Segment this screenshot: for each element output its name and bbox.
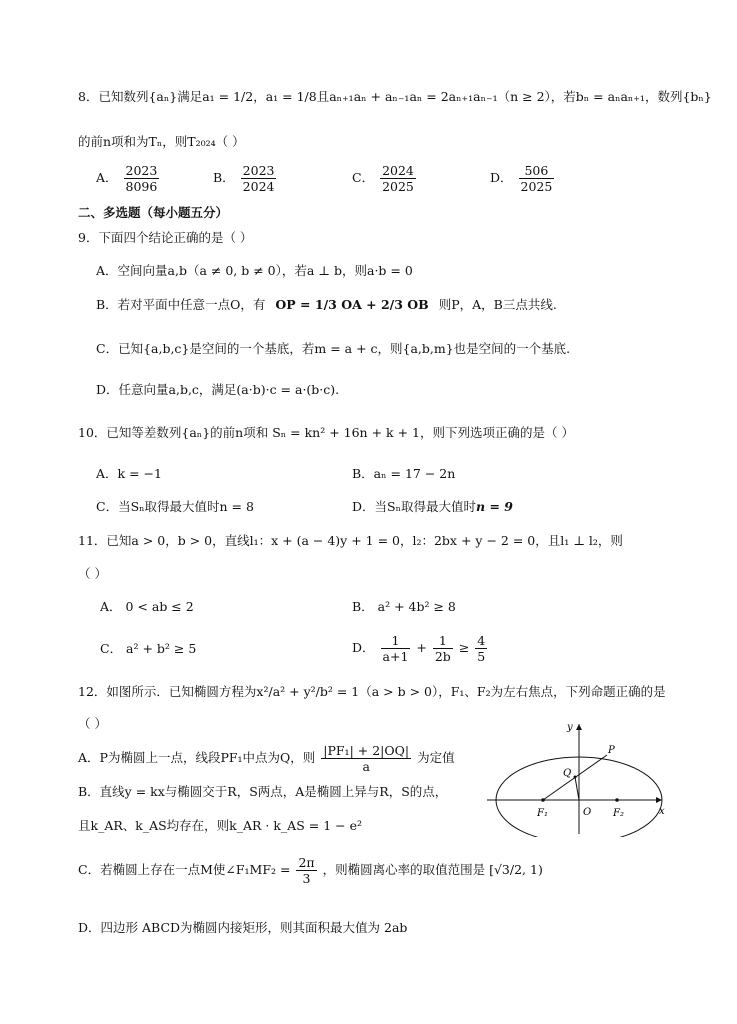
denominator: 2024 [242,179,275,194]
q8-stem-line1: 8．已知数列{aₙ}满足a₁ = 1/2，a₁ = 1/8且aₙ₊₁aₙ + aₙ₋₁aₙ = 2aₙ₊₁aₙ₋₁（n ≥ 2），若bₙ = aₙaₙ₊₁，数列{bₙ} [78,89,712,104]
q8-option-d [490,163,556,194]
fraction [296,855,316,886]
numerator: 4 [477,633,486,648]
label-q: Q [563,768,572,779]
q12-option-b-line2: 且k_AR、k_AS均存在，则k_AR · k_AS = 1 − e² [78,818,362,833]
q9-option-c: C．已知{a,b,c}是空间的一个基底，若m = a + c，则{a,b,m}也是空间的一个基底. [96,341,571,356]
numerator: 2023 [242,163,275,178]
q9-option-a: A．空间向量a,b（a ≠ 0, b ≠ 0），若a ⊥ b，则a·b = 0 [96,263,413,278]
q8-stem-line2: 的前n项和为Tₙ，则T₂₀₂₄（ ） [78,134,245,149]
fraction [381,633,411,664]
section-heading: 二、多选题（每小题五分） [78,205,229,220]
q11-option-a: A． 0 < ab ≤ 2 [100,599,194,614]
q8-option-a [96,163,161,194]
plus-sign: + [416,640,427,655]
fraction [321,743,411,774]
y-axis-arrow [576,724,582,730]
option-label: C． [352,170,375,185]
q10-option-d-value: n = 9 [476,499,513,514]
q9-option-b-suffix: 则P，A，B三点共线. [438,297,557,312]
eccentricity-range: [√3/2, 1) [489,862,543,877]
segment-oq [575,777,579,800]
label-p: P [608,745,615,756]
denominator: 5 [477,649,486,664]
numerator: 2023 [125,163,158,178]
q11-stem: 11．已知a > 0，b > 0，直线l₁：x + (a − 4)y + 1 = 0，l₂：2bx + y − 2 = 0，且l₁ ⊥ l₂，则 [78,533,623,548]
x-axis-arrow [656,797,662,803]
label-o: O [583,807,592,818]
fraction [475,633,487,664]
q9-option-d: D．任意向量a,b,c，满足(a·b)·c = a·(b·c). [96,382,340,397]
numerator: 2024 [382,163,414,178]
denominator: 3 [302,871,311,886]
q10-option-d-prefix: D．当Sₙ取得最大值时 [352,499,476,514]
fraction [433,633,453,664]
point-f1 [541,798,545,802]
q10-option-d [352,498,513,516]
numerator: 506 [519,163,555,179]
fraction [124,163,160,194]
q12-option-b-line1: B．直线y = kx与椭圆交于R，S两点，A是椭圆上异与R，S的点， [78,784,448,799]
q11-paren: （ ） [78,566,107,581]
q12-paren: （ ） [78,716,107,731]
q12-stem-suffix: ，F₁、F₂为左右焦点，下列命题正确的是 [438,684,666,699]
option-label: D． [352,640,375,655]
q9-stem: 9．下面四个结论正确的是（ ） [78,230,253,245]
q10-option-a: A．k = −1 [96,466,162,481]
q12-option-c [78,855,543,886]
q10-option-b: B．aₙ = 17 − 2n [352,466,456,481]
q12-option-a-suffix: 为定值 [417,750,455,765]
q12-stem [78,683,666,701]
fraction [380,163,416,194]
numerator: 2π [298,855,315,870]
label-y: y [567,722,573,733]
numerator: |PF₁| + 2|OQ| [323,743,410,758]
fraction [241,163,277,194]
q12-stem-prefix: 12．如图所示．已知椭圆方程为 [78,684,257,699]
q12-option-c-prefix: C．若椭圆上存在一点M使∠F₁MF₂ = [78,862,291,877]
denominator: 2b [434,649,451,664]
point-f2 [615,798,619,802]
q10-stem: 10．已知等差数列{aₙ}的前n项和 Sₙ = kn² + 16n + k + 1，则下列选项正确的是（ ） [78,425,574,440]
q11-option-c: C． a² + b² ≥ 5 [100,641,197,656]
denominator: 2025 [520,179,553,194]
denominator: 2025 [382,179,414,194]
label-f2: F₂ [613,808,624,819]
option-label: A． [96,170,118,185]
q9-option-b [96,296,557,314]
q12-option-d: D．四边形 ABCD为椭圆内接矩形，则其面积最大值为 2ab [78,920,408,935]
q12-option-a-prefix: A．P为椭圆上一点，线段PF₁中点为Q，则 [78,750,316,765]
label-x: x [659,806,665,817]
denominator: 8096 [125,179,158,194]
ellipse-equation: x²/a² + y²/b² = 1（a > b > 0） [256,684,439,699]
denominator: a [362,759,370,774]
q12-option-a [78,743,455,774]
ge-sign: ≥ [458,640,470,655]
q11-option-b: B． a² + 4b² ≥ 8 [352,599,456,614]
option-label: B． [213,170,235,185]
ellipse-figure [487,722,672,837]
label-f1: F₁ [537,808,548,819]
point-q [574,776,577,779]
option-label: D． [490,170,513,185]
denominator: a+1 [382,649,409,664]
q9-option-b-prefix: B．若对平面中任意一点O，有 [96,297,266,312]
q10-option-c: C．当Sₙ取得最大值时n = 8 [96,499,254,514]
q8-option-c [352,163,418,194]
fraction [519,163,555,194]
q8-option-b [213,163,278,194]
numerator: 1 [381,633,411,649]
q9-option-b-equation: OP = 1/3 OA + 2/3 OB [275,297,429,312]
numerator: 1 [433,633,453,649]
q11-option-d [352,633,489,664]
q12-option-c-mid: ，则椭圆离心率的取值范围是 [322,862,486,877]
